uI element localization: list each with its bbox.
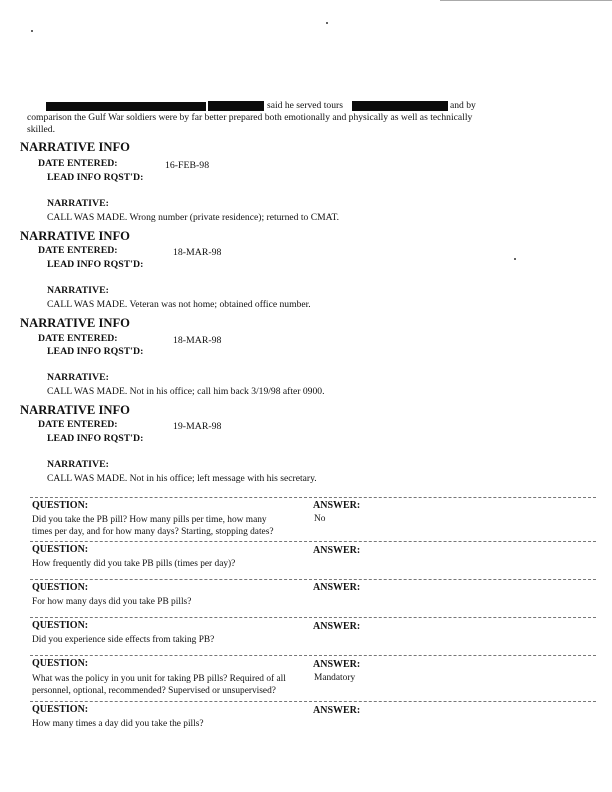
narrative-label: NARRATIVE:	[47, 372, 109, 383]
question-line-1: How many times a day did you take the pills?	[32, 719, 204, 729]
qa-block	[30, 497, 596, 541]
narrative-text: CALL WAS MADE. Wrong number (private residence); returned to CMAT.	[47, 212, 340, 223]
question-text	[32, 514, 302, 538]
question-label: QUESTION:	[32, 500, 89, 511]
question-text	[32, 558, 302, 570]
narrative-label: NARRATIVE:	[47, 459, 109, 470]
question-label: QUESTION:	[32, 620, 89, 631]
question-text	[32, 596, 302, 608]
answer-label: ANSWER:	[313, 582, 361, 593]
lead-info-label: LEAD INFO RQST'D:	[47, 259, 144, 270]
narrative-info-heading: NARRATIVE INFO	[20, 403, 130, 417]
narrative-label: NARRATIVE:	[47, 285, 109, 296]
qa-block	[30, 617, 596, 653]
question-label: QUESTION:	[32, 658, 89, 669]
date-entered-value: 18-MAR-98	[173, 247, 222, 258]
qa-block	[30, 541, 596, 577]
question-label: QUESTION:	[32, 704, 89, 715]
qa-block	[30, 579, 596, 615]
qa-block	[30, 701, 596, 737]
separator-rule	[30, 617, 596, 618]
intro-line-3: skilled.	[27, 124, 55, 135]
question-line-1: Did you experience side effects from taking PB?	[32, 635, 215, 645]
question-line-2: times per day, and for how many days? Starting, stopping dates?	[32, 527, 274, 537]
date-entered-label: DATE ENTERED:	[38, 419, 118, 430]
scan-speck	[31, 30, 33, 32]
separator-rule	[30, 701, 596, 702]
intro-line-2: comparison the Gulf War soldiers were by far better prepared both emotionally and physically as well as technically	[27, 112, 473, 123]
narrative-text: CALL WAS MADE. Not in his office; call him back 3/19/98 after 0900.	[47, 386, 325, 397]
question-line-1: How frequently did you take PB pills (times per day)?	[32, 559, 236, 569]
narrative-text: CALL WAS MADE. Not in his office; left message with his secretary.	[47, 473, 317, 484]
redaction-bar	[208, 101, 264, 111]
intro-text-a: said he served tours	[267, 100, 343, 111]
narrative-info-heading: NARRATIVE INFO	[20, 316, 130, 330]
answer-label: ANSWER:	[313, 659, 361, 670]
intro-paragraph	[27, 100, 546, 136]
separator-rule	[30, 655, 596, 656]
date-entered-value: 16-FEB-98	[165, 160, 210, 171]
answer-label: ANSWER:	[313, 500, 361, 511]
lead-info-label: LEAD INFO RQST'D:	[47, 346, 144, 357]
question-line-2: personnel, optional, recommended? Supervised or unsupervised?	[32, 686, 276, 696]
narrative-label: NARRATIVE:	[47, 198, 109, 209]
question-text	[32, 634, 302, 646]
answer-label: ANSWER:	[313, 705, 361, 716]
question-label: QUESTION:	[32, 582, 89, 593]
date-entered-label: DATE ENTERED:	[38, 333, 118, 344]
answer-value: Mandatory	[314, 673, 356, 683]
date-entered-label: DATE ENTERED:	[38, 158, 118, 169]
redaction-bar	[46, 102, 206, 111]
scan-edge-line	[440, 0, 612, 1]
date-entered-label: DATE ENTERED:	[38, 245, 118, 256]
intro-line-1	[46, 100, 546, 112]
question-line-1: What was the policy in you unit for taking PB pills? Required of all	[32, 674, 286, 684]
separator-rule	[30, 541, 596, 542]
answer-value: No	[314, 514, 326, 524]
question-line-1: For how many days did you take PB pills?	[32, 597, 192, 607]
narrative-info-heading: NARRATIVE INFO	[20, 140, 130, 154]
date-entered-value: 18-MAR-98	[173, 335, 222, 346]
intro-text-b: and by	[450, 100, 476, 111]
scan-speck	[326, 22, 328, 24]
qa-block	[30, 655, 596, 701]
narrative-info-heading: NARRATIVE INFO	[20, 229, 130, 243]
answer-label: ANSWER:	[313, 621, 361, 632]
separator-rule	[30, 579, 596, 580]
lead-info-label: LEAD INFO RQST'D:	[47, 172, 144, 183]
lead-info-label: LEAD INFO RQST'D:	[47, 433, 144, 444]
date-entered-value: 19-MAR-98	[173, 421, 222, 432]
redaction-bar	[352, 101, 448, 111]
scan-speck	[514, 258, 516, 260]
question-text	[32, 718, 302, 730]
separator-rule	[30, 497, 596, 498]
narrative-text: CALL WAS MADE. Veteran was not home; obtained office number.	[47, 299, 311, 310]
question-text	[32, 673, 322, 697]
answer-label: ANSWER:	[313, 545, 361, 556]
question-label: QUESTION:	[32, 544, 89, 555]
question-line-1: Did you take the PB pill? How many pills per time, how many	[32, 515, 267, 525]
